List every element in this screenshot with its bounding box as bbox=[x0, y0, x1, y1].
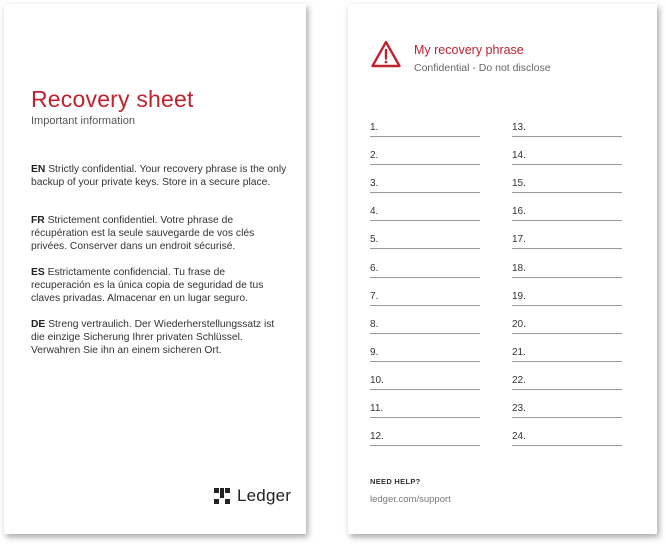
word-line[interactable] bbox=[512, 373, 622, 390]
word-number: 2. bbox=[370, 150, 379, 162]
support-link[interactable]: ledger.com/support bbox=[370, 494, 451, 505]
word-line[interactable] bbox=[512, 120, 622, 137]
word-line[interactable] bbox=[512, 204, 622, 221]
sheet-subtitle: Important information bbox=[31, 115, 135, 127]
word-line[interactable] bbox=[512, 261, 622, 278]
paragraph-fr bbox=[31, 214, 287, 253]
word-line[interactable] bbox=[370, 232, 480, 249]
lang-code: DE bbox=[31, 319, 46, 330]
word-number: 5. bbox=[370, 234, 379, 246]
paragraph-text: Estrictamente confidencial. Tu frase de recuperación es la única copia de seguridad de tus claves privadas. Almacenar en un lugar seguro. bbox=[31, 267, 264, 304]
word-line[interactable] bbox=[370, 401, 480, 418]
word-line[interactable] bbox=[370, 345, 480, 362]
paragraph-text: Streng vertraulich. Der Wiederherstellungssatz ist die einzige Sicherung Ihrer privaten Schlüssel. Verwahren Sie ihn an einem sicheren Ort. bbox=[31, 319, 275, 356]
word-number: 11. bbox=[370, 403, 384, 414]
word-line[interactable] bbox=[370, 373, 480, 390]
lang-code: EN bbox=[31, 164, 46, 175]
word-line[interactable] bbox=[370, 204, 480, 221]
word-line[interactable] bbox=[512, 176, 622, 193]
word-line[interactable] bbox=[512, 345, 622, 362]
word-line[interactable] bbox=[370, 176, 480, 193]
paragraph-en bbox=[31, 163, 287, 189]
word-number: 23. bbox=[512, 403, 526, 414]
word-number: 12. bbox=[370, 431, 384, 443]
lang-code: FR bbox=[31, 215, 45, 226]
word-line[interactable] bbox=[512, 289, 622, 306]
word-number: 4. bbox=[370, 206, 379, 218]
word-line[interactable] bbox=[370, 261, 480, 278]
word-line[interactable] bbox=[512, 429, 622, 446]
word-line[interactable] bbox=[370, 289, 480, 306]
word-number: 18. bbox=[512, 262, 526, 274]
word-number: 17. bbox=[512, 234, 526, 246]
word-line[interactable] bbox=[370, 120, 480, 137]
word-line[interactable] bbox=[512, 317, 622, 334]
warning-triangle-icon bbox=[371, 40, 401, 68]
word-number: 9. bbox=[370, 346, 379, 358]
word-number: 22. bbox=[512, 374, 526, 386]
recovery-phrase-subtitle: Confidential - Do not disclose bbox=[414, 62, 551, 74]
word-line[interactable] bbox=[370, 429, 480, 446]
word-number: 19. bbox=[512, 290, 526, 302]
word-number: 8. bbox=[370, 318, 379, 330]
ledger-logo-icon bbox=[214, 488, 230, 504]
word-line[interactable] bbox=[512, 401, 622, 418]
recovery-sheet-front bbox=[4, 4, 306, 534]
word-number: 16. bbox=[512, 206, 526, 218]
sheet-title: Recovery sheet bbox=[31, 86, 194, 112]
word-number: 1. bbox=[370, 122, 379, 133]
paragraph-text: Strictement confidentiel. Votre phrase de récupération est la seule sauvegarde de vos clés privées. Conserver dans un endroit sécurisé. bbox=[31, 215, 255, 252]
word-number: 13. bbox=[512, 122, 526, 133]
need-help-label: NEED HELP? bbox=[370, 477, 421, 486]
word-number: 7. bbox=[370, 290, 379, 302]
logo-text: Ledger bbox=[237, 486, 292, 505]
paragraph-text: Strictly confidential. Your recovery phrase is the only backup of your private keys. Store in a secure place. bbox=[31, 164, 287, 188]
word-line[interactable] bbox=[512, 232, 622, 249]
word-line[interactable] bbox=[512, 148, 622, 165]
word-line[interactable] bbox=[370, 317, 480, 334]
recovery-phrase-title: My recovery phrase bbox=[414, 43, 524, 57]
word-number: 20. bbox=[512, 318, 526, 330]
word-number: 14. bbox=[512, 150, 526, 162]
ledger-logo bbox=[214, 486, 291, 506]
word-number: 15. bbox=[512, 178, 526, 190]
word-number: 21. bbox=[512, 346, 526, 358]
lang-code: ES bbox=[31, 267, 45, 278]
word-line[interactable] bbox=[370, 148, 480, 165]
paragraph-es bbox=[31, 266, 287, 305]
word-number: 24. bbox=[512, 431, 526, 443]
paragraph-de bbox=[31, 318, 287, 357]
recovery-sheet-back bbox=[348, 4, 657, 534]
word-number: 10. bbox=[370, 374, 384, 386]
word-number: 3. bbox=[370, 178, 379, 190]
word-number: 6. bbox=[370, 262, 379, 274]
